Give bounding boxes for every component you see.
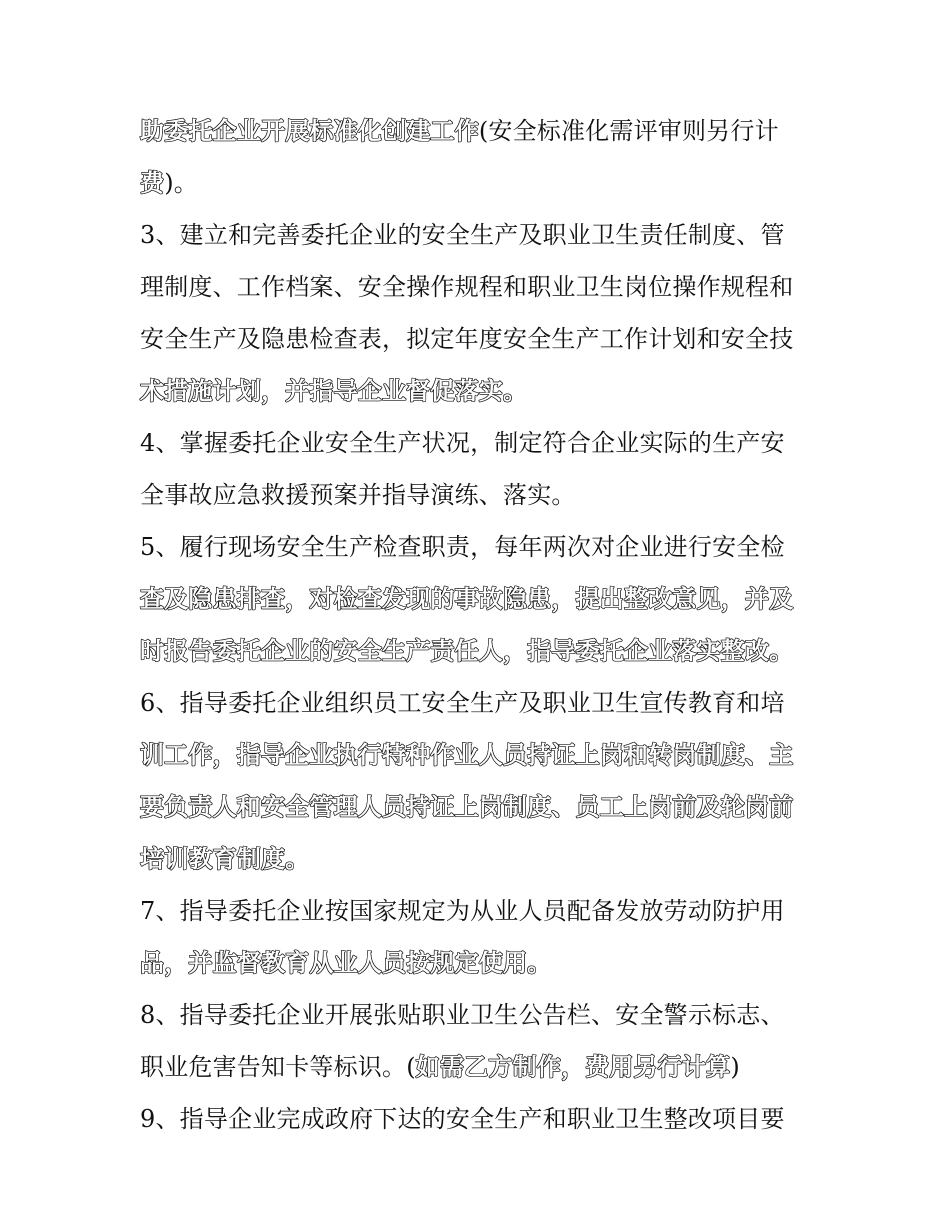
document-body — [140, 105, 812, 1145]
text-line — [140, 365, 812, 417]
text-line — [140, 781, 812, 833]
text-line — [140, 1093, 812, 1145]
text-line — [140, 469, 812, 521]
text-line — [140, 209, 812, 261]
emphasized-text: 时报告委托企业的安全生产责任人，指导委托企业落实整改。 — [140, 636, 794, 665]
plain-text: 4、掌握委托企业安全生产状况，制定符合企业实际的生产安 — [140, 429, 785, 457]
plain-text: 安全生产及隐患检查表，拟定年度安全生产工作计划和安全技 — [140, 325, 794, 353]
plain-text: 5、履行现场安全生产检查职责，每年两次对企业进行安全检 — [140, 533, 785, 561]
text-line — [140, 833, 812, 885]
emphasized-text: 费 — [140, 168, 165, 197]
text-line — [140, 989, 812, 1041]
text-line — [140, 261, 812, 313]
plain-text: 6、指导委托企业组织员工安全生产及职业卫生宣传教育和培 — [140, 689, 785, 717]
text-line — [140, 157, 812, 209]
plain-text: 3、建立和完善委托企业的安全生产及职业卫生责任制度、管 — [140, 221, 785, 249]
emphasized-text: 术措施计划，并指导企业督促落实。 — [140, 376, 528, 405]
emphasized-text: 要负责人和安全管理人员持证上岗制度、员工上岗前及轮岗前 — [140, 792, 794, 821]
plain-text: )。 — [164, 169, 198, 197]
text-line — [140, 1041, 812, 1093]
text-line — [140, 937, 812, 989]
text-line — [140, 105, 812, 157]
text-line — [140, 521, 812, 573]
text-line — [140, 417, 812, 469]
emphasized-text: 查及隐患排查，对检查发现的事故隐患，提出整改意见，并及 — [140, 584, 794, 613]
text-line — [140, 729, 812, 781]
text-line — [140, 677, 812, 729]
emphasized-text: 如需乙方制作，费用另行计算 — [415, 1052, 731, 1081]
emphasized-text: 品，并监督教育从业人员按规定使用。 — [140, 948, 552, 977]
emphasized-text: 助委托企业开展标准化创建工作 — [140, 116, 479, 145]
plain-text: 7、指导委托企业按国家规定为从业人员配备发放劳动防护用 — [140, 897, 785, 925]
text-line — [140, 573, 812, 625]
plain-text: 8、指导委托企业开展张贴职业卫生公告栏、安全警示标志、 — [140, 1001, 785, 1029]
plain-text: 理制度、工作档案、安全操作规程和职业卫生岗位操作规程和 — [140, 273, 794, 301]
plain-text: (安全标准化需评审则另行计 — [478, 117, 779, 145]
plain-text: 全事故应急救援预案并指导演练、落实。 — [140, 481, 576, 509]
emphasized-text: 培训教育制度。 — [140, 844, 310, 873]
plain-text: ) — [730, 1053, 740, 1081]
emphasized-text: 训工作，指导企业执行特种作业人员持证上岗和转岗制度、主 — [140, 740, 794, 769]
text-line — [140, 313, 812, 365]
plain-text: 职业危害告知卡等标识。( — [140, 1053, 416, 1081]
text-line — [140, 885, 812, 937]
text-line — [140, 625, 812, 677]
plain-text: 9、指导企业完成政府下达的安全生产和职业卫生整改项目要 — [140, 1105, 785, 1133]
